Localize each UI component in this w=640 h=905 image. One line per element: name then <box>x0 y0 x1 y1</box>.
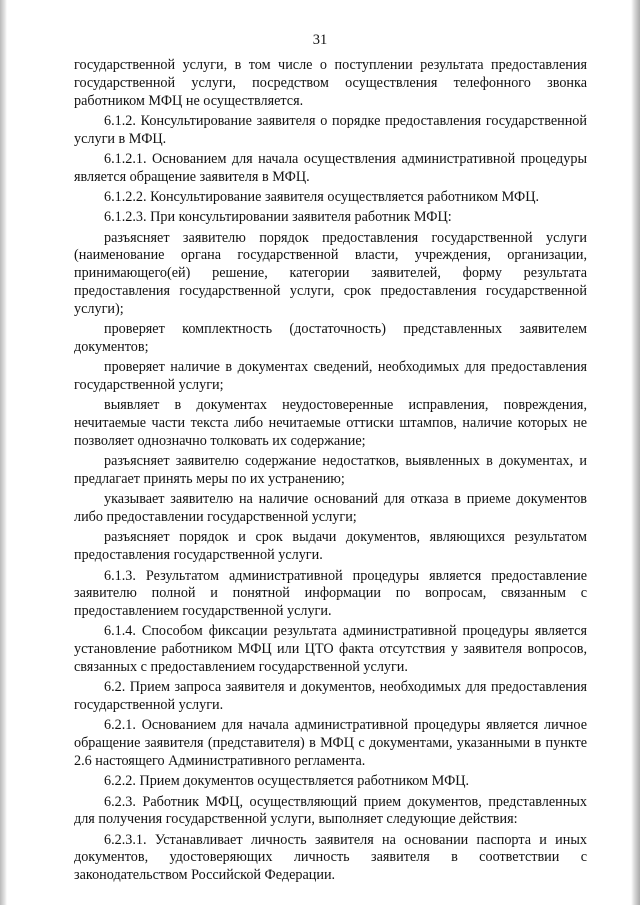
paragraph-6-2-3-1: 6.2.3.1. Устанавливает личность заявителя на основании паспорта и иных документов, удостоверяющих личность заявителя в соответствии с законодательством Российской Федерации. <box>74 831 587 884</box>
list-item-detects-corrections: выявляет в документах неудостоверенные исправления, повреждения, нечитаемые части текста либо нечитаемые оттиски штампов, наличие которых не позволяет однозначно толковать их содержание; <box>74 397 587 449</box>
document-body <box>74 57 587 888</box>
list-item-checks-information: проверяет наличие в документах сведений, необходимых для предоставления государственной услуги; <box>74 359 587 394</box>
paragraph-6-1-2-2: 6.1.2.2. Консультирование заявителя осуществляется работником МФЦ. <box>104 189 540 206</box>
paragraph-6-2-2: 6.2.2. Прием документов осуществляется работником МФЦ. <box>104 773 470 790</box>
paragraph-6-1-4: 6.1.4. Способом фиксации результата административной процедуры является установление работником МФЦ или ЦТО факта отсутствия у заявителя вопросов, связанных с предоставлением государственной услуги. <box>74 623 587 675</box>
scan-edge-left <box>0 0 7 905</box>
paragraph-6-1-2-1: 6.1.2.1. Основанием для начала осуществления административной процедуры является обращение заявителя в МФЦ. <box>74 150 587 185</box>
list-item-explains-procedure: разъясняет заявителю порядок предоставления государственной услуги (наименование органа государственной власти, учреждения, организации, принимающего(ей) решение, категории заявителей, форму результата предоставления государственной услуги, срок предоставления государственной услуги); <box>74 229 587 317</box>
paragraph-6-1-2-3: 6.1.2.3. При консультировании заявителя работник МФЦ: <box>104 209 452 226</box>
scan-edge-right <box>631 0 640 905</box>
paragraph-continuation: государственной услуги, в том числе о поступлении результата предоставления государственной услуги, посредством осуществления телефонного звонка работником МФЦ не осуществляется. <box>74 57 587 109</box>
list-item-refusal-grounds: указывает заявителю на наличие оснований для отказа в приеме документов либо предоставлении государственной услуги; <box>74 491 587 526</box>
paragraph-6-1-3: 6.1.3. Результатом административной процедуры является предоставление заявителю полной и понятной информации по вопросам, связанным с предоставлением государственной услуги. <box>74 567 587 620</box>
list-item-checks-completeness: проверяет комплектность (достаточность) представленных заявителем документов; <box>74 321 587 355</box>
paragraph-6-2: 6.2. Прием запроса заявителя и документов, необходимых для предоставления государственной услуги. <box>74 679 587 714</box>
list-item-explains-deficiencies: разъясняет заявителю содержание недостатков, выявленных в документах, и предлагает принять меры по их устранению; <box>74 453 587 488</box>
page-number: 31 <box>312 32 328 48</box>
paragraph-6-2-1: 6.2.1. Основанием для начала административной процедуры является личное обращение заявителя (представителя) в МФЦ с документами, указанными в пункте 2.6 настоящего Административного регламента. <box>74 717 587 769</box>
list-item-issue-procedure: разъясняет порядок и срок выдачи документов, являющихся результатом предоставления государственной услуги. <box>74 529 587 564</box>
paragraph-6-2-3: 6.2.3. Работник МФЦ, осуществляющий прием документов, представленных для получения государственной услуги, выполняет следующие действия: <box>74 793 587 828</box>
paragraph-6-1-2: 6.1.2. Консультирование заявителя о порядке предоставления государственной услуги в МФЦ. <box>74 112 587 147</box>
